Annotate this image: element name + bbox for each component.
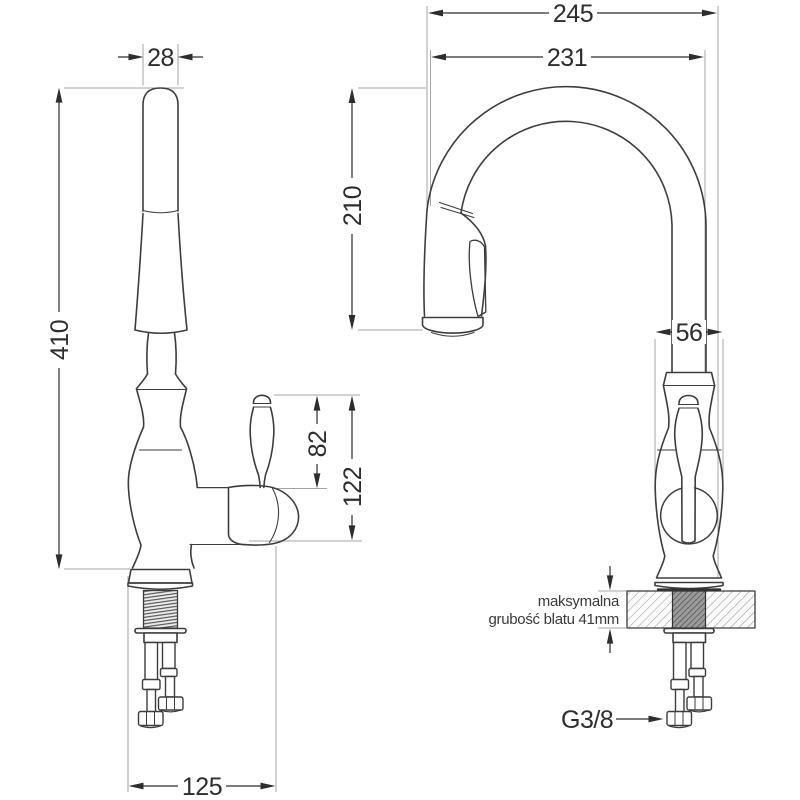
- thread-size-label: G3/8: [561, 706, 614, 734]
- dim-overall-depth: [428, 0, 717, 28]
- counter-note-line2: grubość blatu 41mm: [488, 611, 619, 628]
- g38-nut: [667, 712, 692, 726]
- neck: [147, 333, 176, 374]
- body-left-edge: [128, 389, 143, 568]
- threaded-shank: [144, 591, 178, 629]
- body-front-left: [655, 386, 669, 578]
- spout-cone: [135, 214, 187, 334]
- supply-hoses-front: [667, 643, 712, 728]
- spout-seam: [143, 211, 178, 213]
- dim-spout-reach: [431, 44, 704, 72]
- annotations: [488, 593, 619, 734]
- hose-nut: [159, 697, 184, 710]
- valve-housing: [229, 485, 299, 545]
- base-plate-front: [655, 583, 723, 589]
- dim-body-width: [656, 319, 723, 347]
- spray-head: [424, 210, 486, 316]
- mounting-block-front: [673, 633, 706, 643]
- spray-outlet: [423, 318, 484, 334]
- body-front-right: [709, 386, 723, 578]
- gooseneck-inner: [461, 121, 672, 372]
- neck-flare: [137, 374, 187, 389]
- dim-210-label: 210: [339, 185, 367, 227]
- dim-handle-top: [304, 396, 332, 489]
- column-collar: [664, 373, 715, 386]
- dim-total-height: [46, 88, 74, 570]
- thread-leader: [616, 716, 664, 723]
- supply-hoses: [139, 643, 184, 728]
- shank-through-counter: [673, 591, 706, 628]
- dim-spout-height: [339, 88, 367, 330]
- mounting-block: [144, 633, 177, 643]
- countertop-section: [627, 591, 755, 728]
- body-ring-detail: [661, 488, 718, 544]
- base-plate: [128, 583, 193, 589]
- dim-410-label: 410: [46, 319, 74, 361]
- dim-56-label: 56: [675, 319, 703, 347]
- g38-nut: [687, 697, 712, 710]
- dim-base-depth: [129, 773, 276, 800]
- base-flange: [129, 570, 193, 584]
- counter-note-line1: maksymalna: [537, 593, 619, 610]
- dim-125-label: 125: [181, 773, 223, 800]
- dim-82-label: 82: [304, 430, 332, 458]
- dim-245-label: 245: [552, 0, 594, 28]
- dim-122-label: 122: [339, 466, 367, 508]
- lever-handle: [254, 395, 271, 402]
- body-right-edge: [180, 389, 197, 487]
- hose-nut: [139, 712, 164, 726]
- gooseneck-outer: [427, 87, 706, 372]
- left-view-faucet: [128, 88, 299, 728]
- lever-handle-front: [679, 396, 698, 404]
- dim-spout-width: [118, 44, 203, 72]
- dim-handle-total: [339, 396, 367, 541]
- dim-28-label: 28: [147, 44, 174, 72]
- dim-231-label: 231: [546, 44, 588, 72]
- spout-tube: [143, 88, 178, 211]
